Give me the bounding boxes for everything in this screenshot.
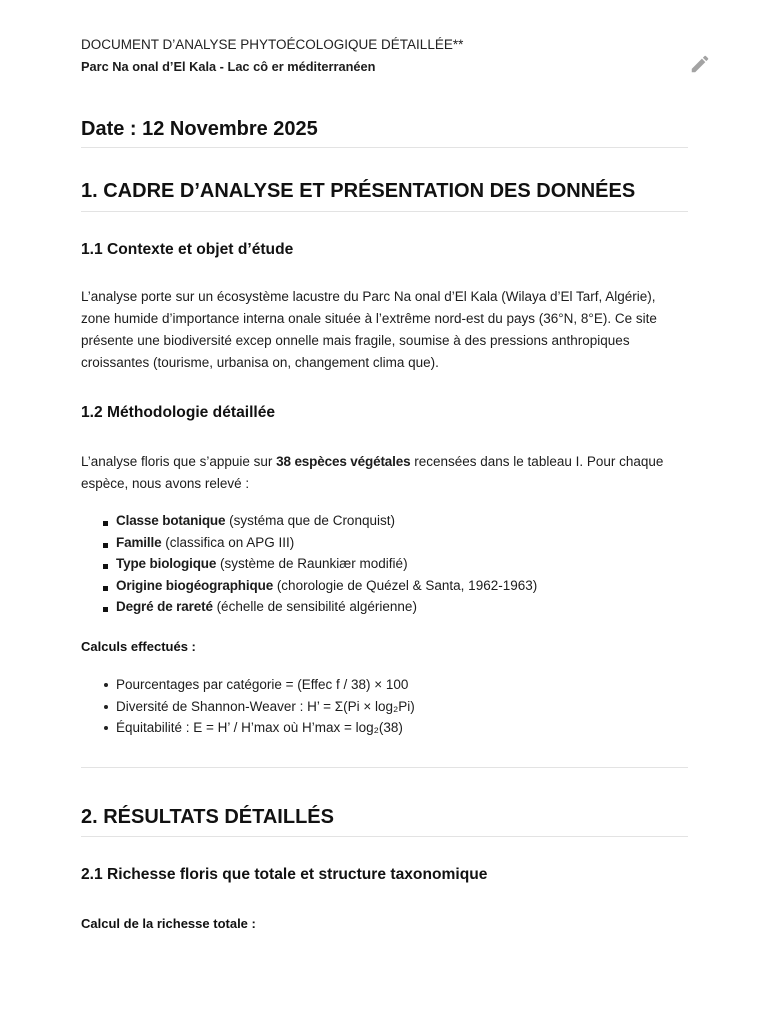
section-divider (81, 211, 688, 212)
species-count-emphasis: 38 espèces végétales (276, 454, 411, 469)
intro-text: L’analyse floris que s’appuie sur (81, 454, 277, 469)
criterion-detail: (système de Raunkiær modifié) (216, 556, 408, 571)
subsection-1-2-heading: 1.2 Méthodologie détaillée (81, 404, 276, 421)
formula-text: Pourcentages par catégorie = (Effec f / 38) × 100 (116, 677, 409, 692)
edit-button[interactable] (689, 53, 711, 75)
round-bullet-icon (104, 705, 108, 709)
criterion-label: Origine biogéographique (116, 577, 274, 593)
document-subtitle: Parc Na onal d’El Kala - Lac cô er méditerranéen (81, 59, 376, 74)
round-bullet-icon (104, 726, 108, 730)
square-bullet-icon (103, 521, 108, 526)
intro-text: recensées dans le tableau I. Pour chaque (410, 454, 664, 469)
formula-text: Diversité de Shannon-Weaver : H’ = Σ(Pi × log₂Pi) (116, 698, 415, 714)
calculations-list (81, 674, 415, 739)
horizontal-rule (81, 767, 688, 768)
list-item (81, 674, 415, 696)
criteria-list (81, 510, 537, 618)
list-item (81, 553, 537, 575)
criterion-detail: (classifica on APG III) (161, 534, 295, 550)
list-item (81, 532, 537, 554)
calculations-label: Calculs effectués : (81, 639, 196, 654)
criterion-label: Famille (116, 534, 162, 550)
formula-text: Équitabilité : E = H’ / H’max où H’max = log₂(38) (116, 720, 403, 735)
square-bullet-icon (103, 564, 108, 569)
criterion-detail: (systéma que de Cronquist) (225, 513, 395, 528)
list-item (81, 717, 415, 739)
criterion-detail: (échelle de sensibilité algérienne) (212, 599, 417, 614)
subsection-2-1-heading: 2.1 Richesse floris que totale et structure taxonomique (81, 866, 488, 883)
date-heading: Date : 12 Novembre 2025 (81, 118, 318, 140)
criterion-label: Classe botanique (116, 513, 226, 528)
paragraph-line: présente une biodiversité excep onnelle mais fragile, soumise à des pressions anthropiques (81, 333, 630, 348)
section-1-heading: 1. CADRE D’ANALYSE ET PRÉSENTATION DES DONNÉES (81, 180, 636, 202)
criterion-label: Degré de rareté (116, 599, 213, 614)
paragraph-line (81, 451, 663, 473)
round-bullet-icon (104, 683, 108, 687)
square-bullet-icon (103, 543, 108, 548)
list-item (81, 696, 415, 718)
pencil-icon (689, 53, 711, 75)
list-item (81, 510, 537, 532)
section-2-heading: 2. RÉSULTATS DÉTAILLÉS (81, 806, 334, 828)
richness-calculation-label: Calcul de la richesse totale : (81, 916, 256, 931)
list-item (81, 575, 537, 597)
paragraph-line: croissantes (tourisme, urbanisa on, changement clima que). (81, 355, 439, 370)
section-divider (81, 147, 688, 148)
criterion-label: Type biologique (116, 556, 217, 571)
square-bullet-icon (103, 607, 108, 612)
square-bullet-icon (103, 586, 108, 591)
paragraph-line: L’analyse porte sur un écosystème lacustre du Parc Na onal d’El Kala (Wilaya d’El Tarf, Algérie), (81, 289, 656, 304)
context-paragraph (81, 286, 657, 374)
paragraph-line: espèce, nous avons relevé : (81, 476, 250, 491)
document-kicker: DOCUMENT D’ANALYSE PHYTOÉCOLOGIQUE DÉTAILLÉE** (81, 37, 464, 52)
section-divider (81, 836, 688, 837)
subsection-1-1-heading: 1.1 Contexte et objet d’étude (81, 241, 294, 258)
paragraph-line: zone humide d’importance interna onale située à l’extrême nord-est du pays (36°N, 8°E). Ce site (81, 311, 657, 326)
criterion-detail: (chorologie de Quézel & Santa, 1962-1963) (273, 577, 538, 593)
list-item (81, 596, 537, 618)
methodology-paragraph (81, 451, 663, 495)
